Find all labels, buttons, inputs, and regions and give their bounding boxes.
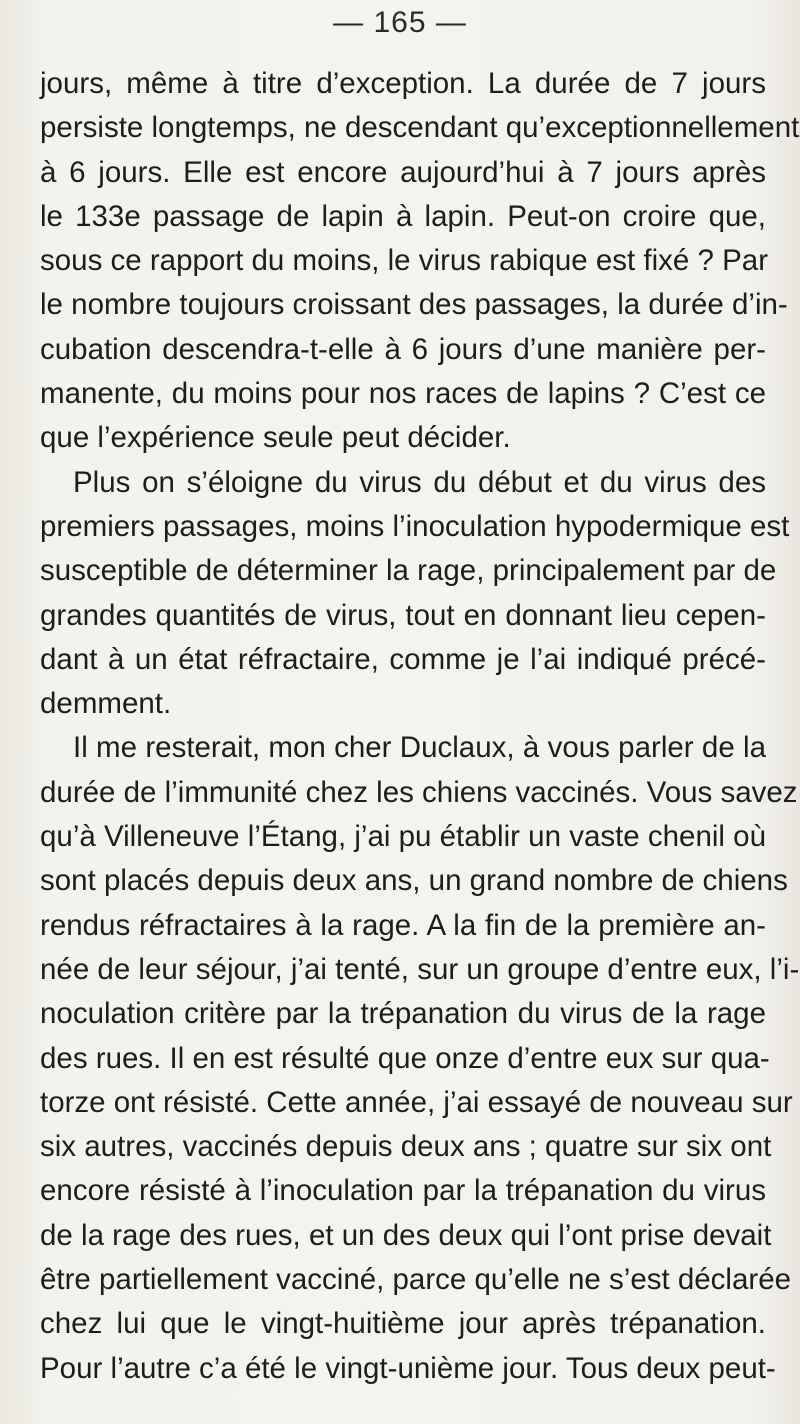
text-line: Pour l’autre c’a été le vingt-unième jour. Tous deux peut- — [40, 1351, 776, 1385]
text-line: susceptible de déterminer la rage, principalement par de — [40, 554, 777, 588]
text-line: sont placés depuis deux ans, un grand nombre de chiens — [40, 864, 788, 898]
text-line: jours, même à titre d’exception. La durée de 7 jours — [40, 67, 766, 100]
text-line: qu’à Villeneuve l’Étang, j’ai pu établir un vaste chenil où — [40, 820, 766, 854]
text-line: six autres, vaccinés depuis deux ans ; quatre sur six ont — [40, 1130, 772, 1164]
text-line: des rues. Il en est résulté que onze d’entre eux sur qua- — [40, 1041, 770, 1075]
text-line: demment. — [40, 687, 172, 721]
text-line: cubation descendra-t-elle à 6 jours d’une manière per- — [40, 332, 766, 366]
body-text — [40, 62, 800, 1391]
text-line: grandes quantités de virus, tout en donnant lieu cepen- — [40, 598, 766, 632]
text-line: née de leur séjour, j’ai tenté, sur un groupe d’entre eux, l’i- — [40, 952, 800, 986]
text-line: premiers passages, moins l’inoculation hypodermique est — [40, 509, 790, 543]
text-line: dant à un état réfractaire, comme je l’ai indiqué précé- — [40, 642, 766, 676]
text-line: persiste longtemps, ne descendant qu’exceptionnellement — [40, 111, 800, 145]
text-line: encore résisté à l’inoculation par la trépanation du virus — [40, 1174, 766, 1208]
text-line: le nombre toujours croissant des passages, la durée d’in- — [40, 288, 788, 322]
text-line: être partiellement vacciné, parce qu’elle ne s’est déclarée — [40, 1263, 792, 1297]
text-line: rendus réfractaires à la rage. A la fin de la première an- — [40, 908, 766, 942]
text-line: à 6 jours. Elle est encore aujourd’hui à 7 jours après — [40, 155, 766, 189]
text-line: manente, du moins pour nos races de lapins ? C’est ce — [40, 377, 766, 411]
text-line: le 133e passage de lapin à lapin. Peut-on croire que, — [40, 199, 766, 233]
text-line: Plus on s’éloigne du virus du début et du virus des — [73, 465, 766, 499]
text-line: torze ont résisté. Cette année, j’ai essayé de nouveau sur — [40, 1085, 793, 1119]
text-line: que l’expérience seule peut décider. — [40, 421, 511, 455]
text-line: de la rage des rues, et un des deux qui l’ont prise devait — [40, 1218, 772, 1252]
text-line: sous ce rapport du moins, le virus rabique est fixé ? Par — [40, 244, 769, 278]
text-line: noculation critère par la trépanation du virus de la rage — [40, 997, 766, 1031]
text-line: Il me resterait, mon cher Duclaux, à vous parler de la — [73, 731, 766, 765]
text-line: chez lui que le vingt-huitième jour après trépanation. — [40, 1307, 766, 1341]
text-line: durée de l’immunité chez les chiens vaccinés. Vous savez — [40, 775, 798, 809]
page-number: — 165 — — [333, 6, 467, 39]
